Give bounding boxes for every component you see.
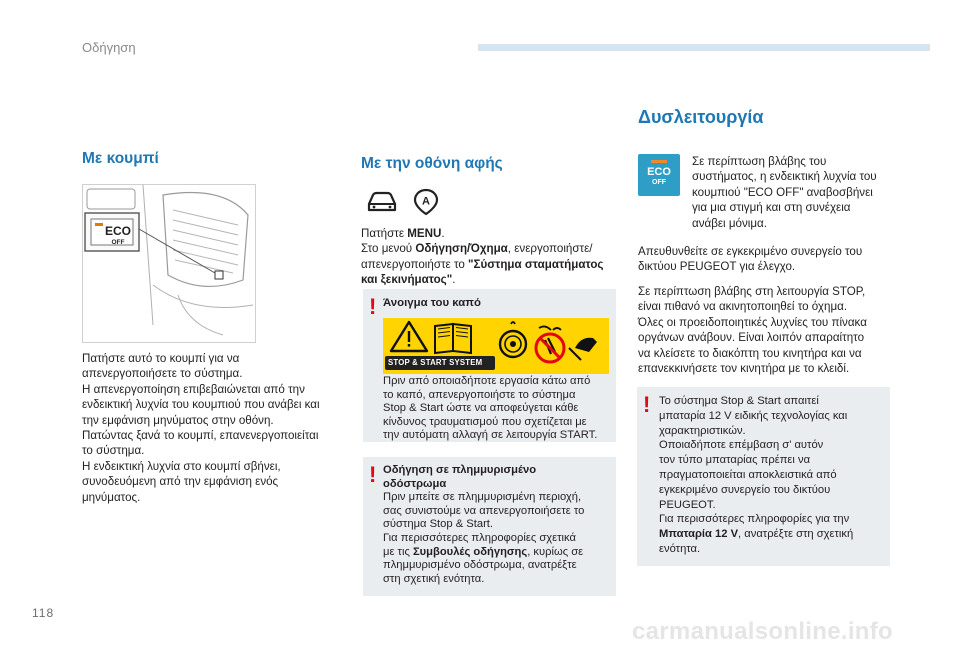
eco-indicator-light bbox=[651, 160, 667, 163]
para3-line-3: Όλες οι προειδοποιητικές λυχνίες του πίνακα bbox=[638, 315, 867, 329]
battery-line-10 bbox=[659, 527, 882, 542]
flood-line-2: σας συνιστούμε να απενεργοποιήσετε το bbox=[383, 504, 585, 517]
page-number: 118 bbox=[32, 606, 55, 620]
right-heading: Δυσλειτουργία bbox=[638, 107, 764, 127]
para3-line-4: οργάνων ανάβουν. Είναι λοιπόν απαραίτητο bbox=[638, 331, 865, 345]
battery-line-3: χαρακτηριστικών. bbox=[659, 424, 746, 437]
touchscreen-icons bbox=[365, 188, 439, 216]
flood-line-1: Πριν μπείτε σε πλημμυρισμένη περιοχή, bbox=[383, 491, 582, 504]
battery-line-8: PEUGEOT. bbox=[659, 498, 716, 511]
hood-line-5: την αυτόματη αλλαγή σε λειτουργία START. bbox=[383, 429, 598, 442]
line1-prefix: Πατήστε bbox=[361, 227, 408, 240]
watermark[interactable]: carmanualsonline.info bbox=[632, 618, 894, 645]
para3-line-6: επανεκκινήσετε τον κινητήρα με το κλειδί. bbox=[638, 362, 850, 376]
eco-bottom-label: OFF bbox=[652, 179, 666, 186]
flood-line5-prefix: με τις bbox=[383, 545, 413, 558]
line4-suffix: . bbox=[452, 273, 456, 287]
car-icon bbox=[365, 188, 399, 214]
hood-warning-body bbox=[383, 375, 615, 443]
hood-warning-title: Άνοιγμα του καπό bbox=[383, 297, 481, 309]
middle-line-3 bbox=[361, 257, 616, 272]
para3-line-5: να κλείσετε το διακόπτη του κινητήρα και να bbox=[638, 346, 862, 360]
flood-title-line-2: οδόστρωμα bbox=[383, 477, 447, 490]
flood-line-3: σύστημα Stop & Start. bbox=[383, 518, 494, 531]
auto-navigation-icon bbox=[413, 188, 439, 216]
header-bar bbox=[478, 44, 930, 51]
battery-line-9: Για περισσότερες πληροφορίες για την bbox=[659, 513, 850, 526]
menu-term: MENU bbox=[407, 227, 442, 240]
eco-off-indicator-icon bbox=[638, 154, 680, 196]
flood-line5-suffix: , κυρίως σε bbox=[527, 545, 584, 558]
battery-line-5: τον τύπο μπαταρίας πρέπει να bbox=[659, 454, 811, 467]
eco-top-label: ECO bbox=[647, 166, 671, 178]
para3-line-1: Σε περίπτωση βλάβης στη λειτουργία STOP, bbox=[638, 285, 866, 298]
battery-term: Μπαταρία 12 V bbox=[659, 528, 739, 541]
warning-exclamation-icon: ! bbox=[369, 294, 377, 319]
section-title: Οδήγηση bbox=[82, 40, 136, 55]
dashboard-drawing bbox=[83, 185, 256, 343]
left-paragraph bbox=[82, 351, 352, 505]
middle-line-2 bbox=[361, 241, 616, 256]
left-line-1: Πατήστε αυτό το κουμπί για να bbox=[82, 352, 240, 365]
hood-line-2: το καπό, απενεργοποιήστε το σύστημα bbox=[383, 388, 576, 401]
driving-vehicle-term: Οδήγηση/Όχημα bbox=[415, 242, 508, 256]
battery-line-11: ενότητα. bbox=[659, 542, 701, 555]
flood-line-4: Για περισσότερες πληροφορίες σχετικά bbox=[383, 531, 576, 544]
middle-line-1 bbox=[361, 226, 616, 241]
malfunction-intro bbox=[692, 154, 892, 231]
warning-panel-battery bbox=[637, 387, 890, 566]
battery-line-7: εγκεκριμένο συνεργείο του δικτύου bbox=[659, 483, 831, 496]
stop-start-term-b: και ξεκινήματος" bbox=[361, 273, 453, 287]
left-line-9: συνοδευόμενη από την εμφάνιση ενός bbox=[82, 475, 279, 489]
left-line-3: Η απενεργοποίηση επιβεβαιώνεται από την bbox=[82, 382, 305, 396]
middle-heading: Με την οθόνη αφής bbox=[361, 155, 503, 172]
malfunction-paragraph-3 bbox=[638, 284, 898, 376]
intro-line-2: συστήματος, η ενδεικτική λυχνία του bbox=[692, 170, 877, 184]
line3-prefix: απενεργοποιήστε το bbox=[361, 257, 469, 271]
eco-button-label bbox=[103, 226, 133, 248]
para3-line-2: είναι πιθανό να ακινητοποιηθεί το όχημα. bbox=[638, 300, 848, 314]
warning-exclamation-icon: ! bbox=[369, 462, 377, 487]
eco-label-top: ECO bbox=[104, 224, 131, 238]
stop-start-strip-label: STOP & START SYSTEM bbox=[388, 358, 483, 367]
para2-line-1: Απευθυνθείτε σε εγκεκριμένο συνεργείο του bbox=[638, 245, 863, 258]
stop-start-term-a: "Σύστημα σταματήματος bbox=[468, 257, 604, 271]
driving-advice-term: Συμβουλές οδήγησης bbox=[412, 545, 528, 558]
svg-text:A: A bbox=[422, 195, 430, 208]
left-line-8: Η ενδεικτική λυχνία στο κουμπί σβήνει, bbox=[82, 459, 281, 473]
left-line-10: μηνύματος. bbox=[82, 490, 141, 504]
flood-line-6: πλημμυρισμένο οδόστρωμα, ανατρέξτε bbox=[383, 559, 577, 572]
flood-title-line-1: Οδήγηση σε πλημμυρισμένο bbox=[383, 464, 537, 476]
battery-line-6: πραγματοποιείται αποκλειστικά από bbox=[659, 468, 837, 481]
stop-start-warning-strip bbox=[383, 318, 609, 374]
middle-paragraph bbox=[361, 226, 616, 288]
line1-suffix: . bbox=[441, 227, 445, 240]
hood-line-4: κίνδυνος τραυματισμού που σχετίζεται με bbox=[383, 415, 587, 428]
battery-line-4: Οποιαδήποτε επέμβαση σ' αυτόν bbox=[659, 439, 824, 452]
battery-line-1: Το σύστημα Stop & Start απαιτεί bbox=[659, 395, 819, 407]
intro-line-3: κουμπιού "ECO OFF" αναβοσβήνει bbox=[692, 185, 873, 199]
line2-prefix: Στο μενού bbox=[361, 242, 416, 256]
left-line-7: το σύστημα. bbox=[82, 444, 145, 458]
intro-line-5: ανάβει μόνιμα. bbox=[692, 216, 767, 230]
line2-suffix: , ενεργοποιήστε/ bbox=[507, 242, 593, 256]
left-line-5: την εμφάνιση μηνύματος στην οθόνη. bbox=[82, 413, 274, 427]
flood-line-5 bbox=[383, 546, 608, 560]
hood-line-1: Πριν από οποιαδήποτε εργασία κάτω από bbox=[383, 375, 591, 387]
left-heading: Με κουμπί bbox=[82, 150, 159, 167]
battery-line-2: μπαταρία 12 V ειδικής τεχνολογίας και bbox=[659, 409, 848, 422]
dashboard-illustration bbox=[82, 184, 256, 343]
intro-line-4: για μια στιγμή και στη συνέχεια bbox=[692, 201, 851, 215]
flood-line-7: στη σχετική ενότητα. bbox=[383, 572, 485, 585]
middle-line-4 bbox=[361, 272, 616, 287]
intro-line-1: Σε περίπτωση βλάβης του bbox=[692, 155, 827, 168]
warning-exclamation-icon: ! bbox=[643, 392, 651, 417]
left-line-2: απενεργοποιήσετε το σύστημα. bbox=[82, 367, 243, 381]
hood-line-3: Stop & Start ώστε να αποφεύγεται κάθε bbox=[383, 402, 579, 415]
battery-line10-suffix: , ανατρέξτε στη σχετική bbox=[738, 528, 854, 541]
malfunction-paragraph-2 bbox=[638, 244, 898, 275]
warning-panel-flooded-road bbox=[363, 457, 616, 596]
eco-label-bottom: OFF bbox=[111, 239, 125, 246]
left-line-4: ενδεικτική λυχνία του κουμπιού που ανάβει και bbox=[82, 398, 320, 412]
left-line-6: Πατώντας ξανά το κουμπί, επανενεργοποιείται bbox=[82, 429, 319, 443]
para2-line-2: δικτύου PEUGEOT για έλεγχο. bbox=[638, 260, 796, 274]
